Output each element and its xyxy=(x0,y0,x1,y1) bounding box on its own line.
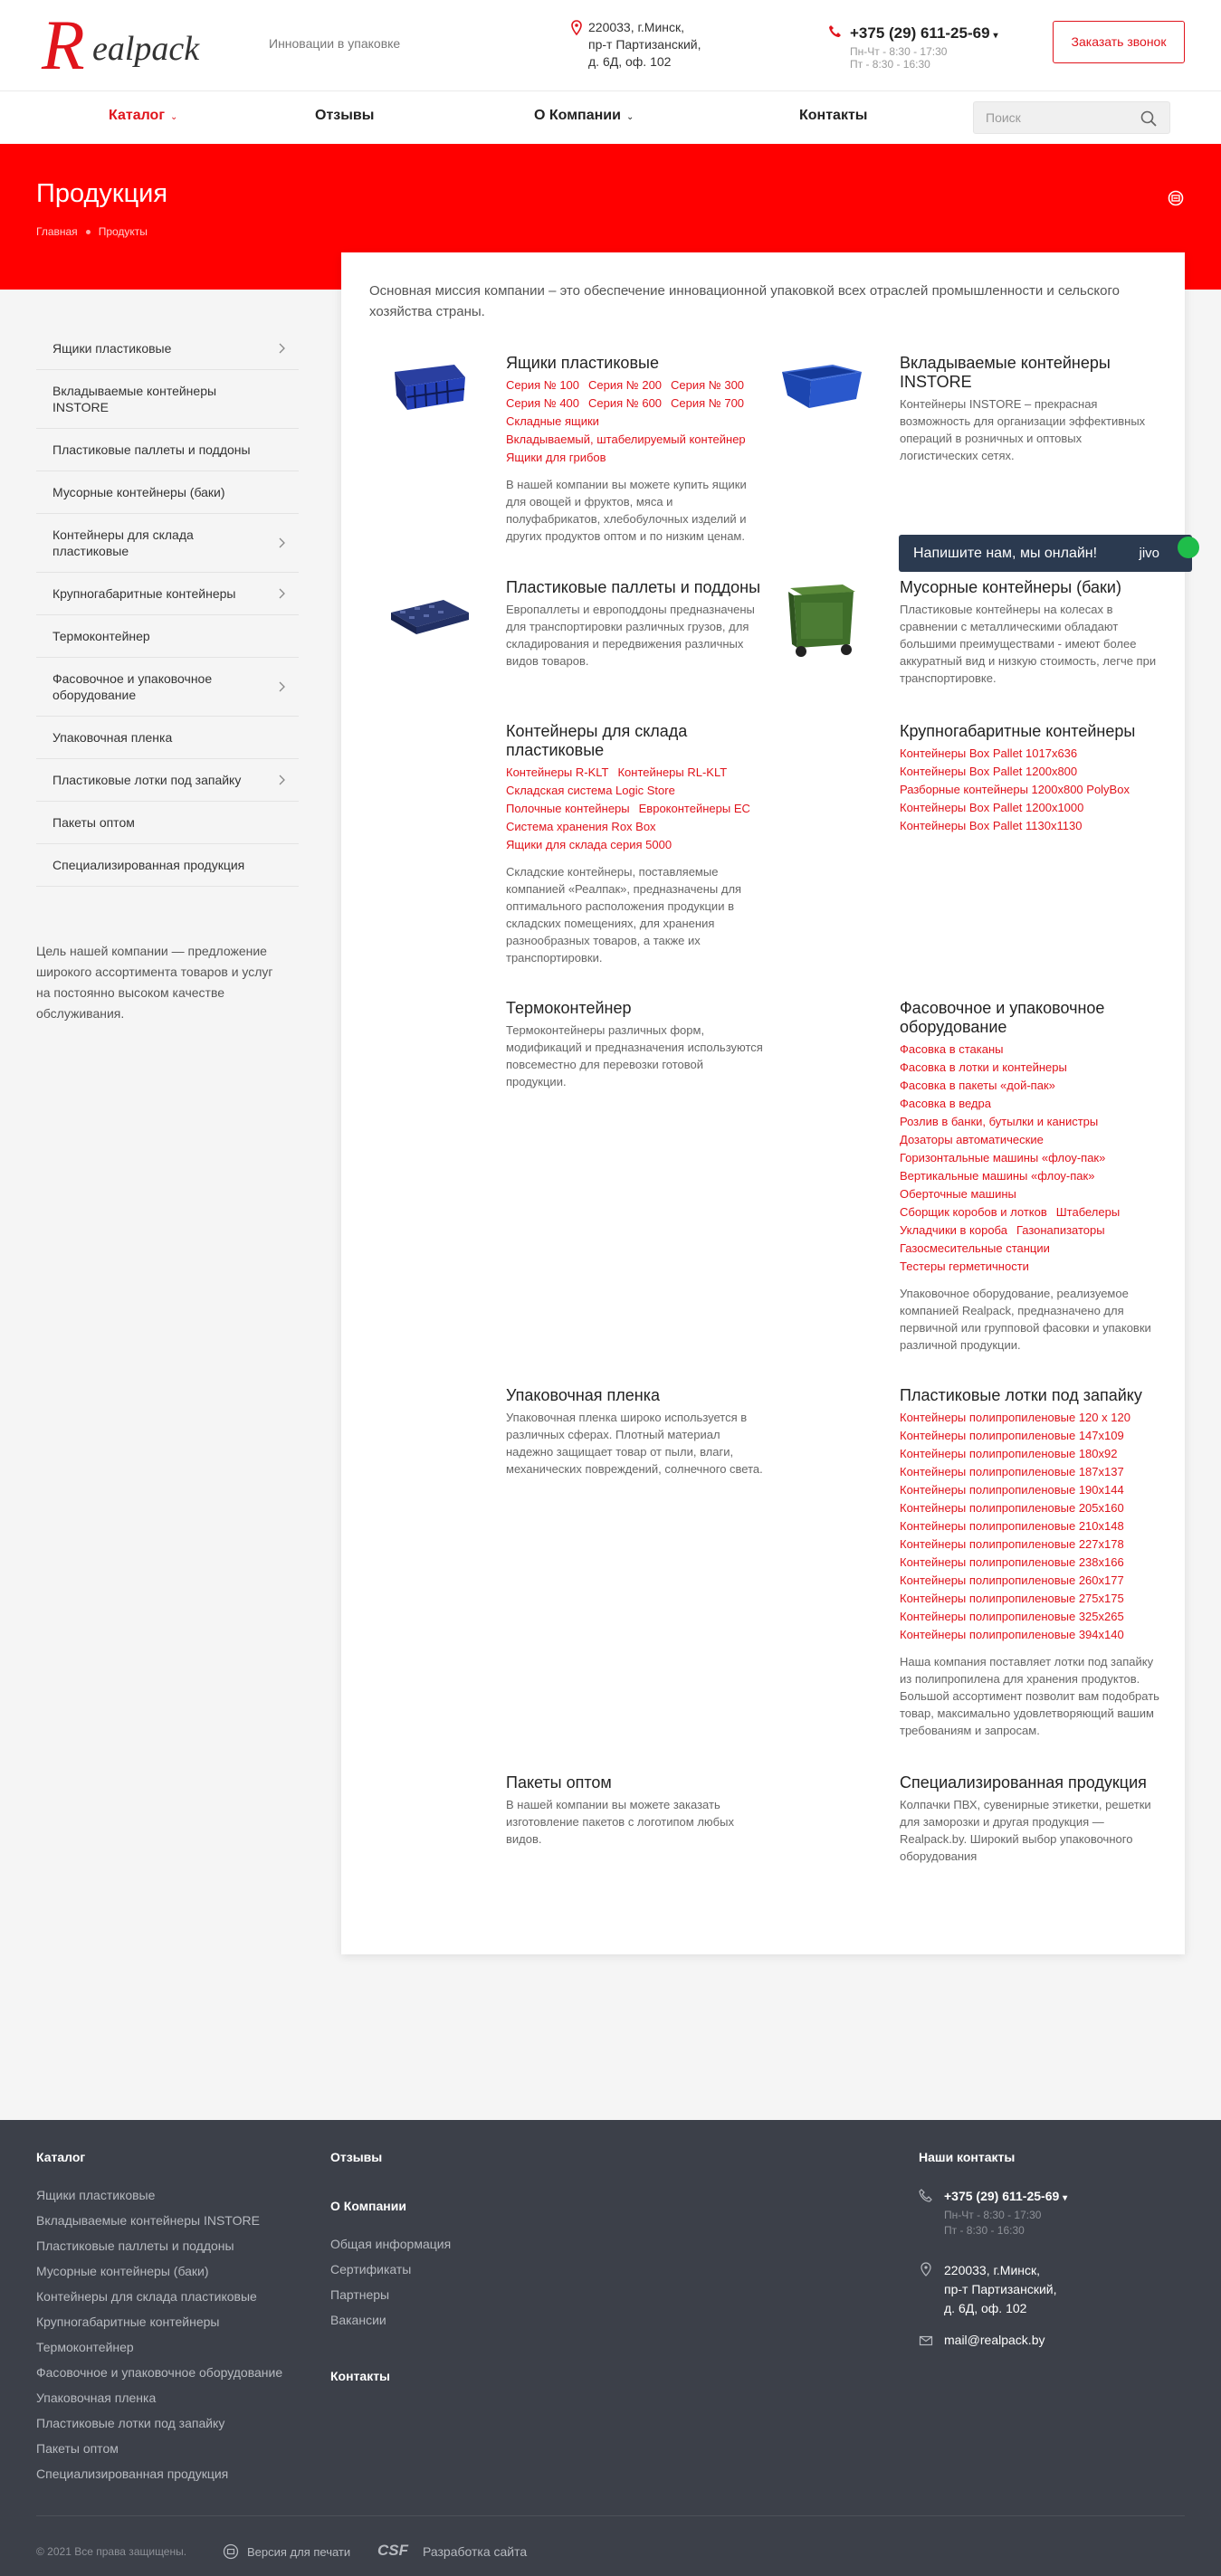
map-pin-icon xyxy=(919,2262,933,2277)
category-card xyxy=(506,1386,767,1478)
blue-tub-image[interactable] xyxy=(778,359,865,412)
phone-number: +375 (29) 611-25-69 xyxy=(850,24,990,42)
category-link[interactable]: Серия № 200 xyxy=(588,378,663,392)
category-description: Наша компания поставляет лотки под запайку из полипропилена для хранения продуктов. Большой ассортимент позволит вам подобрать товар, максимально удовлетворяющий вашим требованиям и запросам. xyxy=(900,1655,1159,1737)
footer-address xyxy=(944,2261,1056,2318)
category-title[interactable]: Вкладываемые контейнеры INSTORE xyxy=(900,354,1111,391)
sidebar-item-label: Упаковочная пленка xyxy=(52,730,173,745)
sidebar-item[interactable] xyxy=(36,717,299,759)
category-link[interactable]: Фасовка в лотки и контейнеры xyxy=(900,1060,1067,1074)
category-link[interactable]: Контейнеры Box Pallet 1130x1130 xyxy=(900,819,1083,832)
map-pin-icon xyxy=(570,20,583,36)
footer-company xyxy=(330,2150,451,2401)
mail-icon xyxy=(919,2334,933,2348)
sidebar-item[interactable] xyxy=(36,615,299,658)
callback-button[interactable]: Заказать звонок xyxy=(1053,21,1185,63)
category-link[interactable]: Вертикальные машины «флоу-пак» xyxy=(900,1169,1095,1183)
category-card xyxy=(900,354,1160,464)
category-link[interactable]: Фасовка в стаканы xyxy=(900,1042,1004,1056)
footer-catalog xyxy=(36,2150,282,2486)
category-title[interactable]: Контейнеры для склада пластиковые xyxy=(506,722,688,759)
sidebar-item-label: Ящики пластиковые xyxy=(52,341,172,356)
green-bin-image[interactable] xyxy=(785,581,859,659)
breadcrumb xyxy=(36,225,148,238)
copyright: © 2021 Все права защищены. xyxy=(36,2545,187,2558)
chevron-right-icon xyxy=(279,588,286,599)
category-links xyxy=(900,1409,1160,1644)
blue-crate-image[interactable] xyxy=(387,359,469,412)
category-link[interactable]: Контейнеры полипропиленовые 325x265 xyxy=(900,1610,1124,1623)
category-card xyxy=(506,999,767,1090)
footer-heading[interactable]: Отзывы xyxy=(330,2150,383,2164)
category-title[interactable]: Специализированная продукция xyxy=(900,1773,1147,1792)
category-links xyxy=(506,376,767,467)
developer-link[interactable]: Разработка сайта xyxy=(423,2544,528,2559)
hours-line: Пт - 8:30 - 16:30 xyxy=(944,2224,1025,2237)
footer-heading[interactable]: Каталог xyxy=(36,2150,86,2164)
sidebar-item[interactable] xyxy=(36,429,299,471)
chevron-right-icon xyxy=(279,681,286,692)
category-title[interactable]: Пластиковые паллеты и поддоны xyxy=(506,578,761,596)
sidebar-item-label: Пластиковые паллеты и поддоны xyxy=(52,442,251,457)
category-link[interactable]: Система хранения Rox Box xyxy=(506,820,656,833)
category-description: Пластиковые контейнеры на колесах в сравнении с металлическими обладают большими преимуществами - имеют более аккуратный вид и низкую стоимость, легче при транспортировке. xyxy=(900,603,1157,685)
category-link[interactable]: Оберточные машины xyxy=(900,1187,1016,1201)
footer-link[interactable]: Контейнеры для склада пластиковые xyxy=(36,2289,257,2304)
category-link[interactable]: Контейнеры RL-KLT xyxy=(617,765,728,779)
category-title[interactable]: Упаковочная пленка xyxy=(506,1386,661,1404)
catalog-panel xyxy=(341,252,1185,1954)
category-link[interactable]: Контейнеры полипропиленовые 260x177 xyxy=(900,1573,1124,1587)
site-logo[interactable] xyxy=(42,5,214,84)
sidebar-item[interactable] xyxy=(36,514,299,573)
phone-icon xyxy=(919,2189,933,2203)
category-link[interactable]: Горизонтальные машины «флоу-пак» xyxy=(900,1151,1106,1164)
category-link[interactable]: Складные ящики xyxy=(506,414,599,428)
nav-item-catalog[interactable] xyxy=(109,108,177,124)
hours-line: Пн-Чт - 8:30 - 17:30 xyxy=(944,2209,1042,2221)
print-icon xyxy=(223,2543,239,2560)
category-link[interactable]: Контейнеры полипропиленовые 120 x 120 xyxy=(900,1411,1130,1424)
category-link[interactable]: Контейнеры полипропиленовые 147x109 xyxy=(900,1429,1124,1442)
sidebar-item[interactable] xyxy=(36,844,299,887)
footer-link[interactable]: Упаковочная пленка xyxy=(36,2391,157,2405)
category-link[interactable]: Контейнеры полипропиленовые 190x144 xyxy=(900,1483,1124,1497)
sidebar-item-label: Вкладываемые контейнеры INSTORE xyxy=(52,384,217,414)
online-dot-icon xyxy=(1178,537,1199,558)
category-link[interactable]: Дозаторы автоматические xyxy=(900,1133,1044,1146)
footer-contacts xyxy=(919,2150,1015,2182)
category-links xyxy=(900,745,1160,835)
category-link[interactable]: Контейнеры полипропиленовые 180x92 xyxy=(900,1447,1118,1460)
category-link[interactable]: Серия № 600 xyxy=(588,396,663,410)
chat-label: Напишите нам, мы онлайн! xyxy=(913,546,1098,561)
category-description: Контейнеры INSTORE – прекрасная возможность для организации эффективных операций в розничных и оптовых логистических сетях. xyxy=(900,397,1146,462)
category-link[interactable]: Полочные контейнеры xyxy=(506,802,630,815)
site-header xyxy=(0,0,1221,91)
hours-line: Пн-Чт - 8:30 - 17:30 xyxy=(850,45,948,58)
address-line: д. 6Д, оф. 102 xyxy=(588,54,672,69)
category-link[interactable]: Фасовка в пакеты «дой-пак» xyxy=(900,1079,1055,1092)
category-link[interactable]: Разборные контейнеры 1200x800 PolyBox xyxy=(900,783,1130,796)
footer-link[interactable]: Сертификаты xyxy=(330,2262,412,2277)
category-link[interactable]: Газонапизаторы xyxy=(1016,1223,1105,1237)
category-card xyxy=(900,1386,1160,1739)
chevron-right-icon xyxy=(279,775,286,785)
category-card xyxy=(900,578,1160,687)
footer-link[interactable]: Партнеры xyxy=(330,2287,390,2302)
slogan: Инновации в упаковке xyxy=(269,36,401,51)
category-link[interactable]: Контейнеры полипропиленовые 275x175 xyxy=(900,1592,1124,1605)
category-title[interactable]: Ящики пластиковые xyxy=(506,354,659,372)
category-card xyxy=(900,722,1160,835)
category-card xyxy=(506,722,767,966)
nav-label: О Компании xyxy=(534,108,621,123)
print-icon[interactable] xyxy=(1167,189,1185,207)
sidebar-item[interactable] xyxy=(36,802,299,844)
category-card xyxy=(506,354,767,545)
footer-email[interactable]: mail@realpack.by xyxy=(944,2333,1045,2347)
nav-label: Каталог xyxy=(109,108,165,123)
category-description: Термоконтейнеры различных форм, модификаций и предназначения используются повсеместно для перевозки готовой продукции. xyxy=(506,1023,763,1088)
breadcrumb-separator xyxy=(86,230,91,234)
sidebar-item[interactable] xyxy=(36,658,299,717)
address-line: 220033, г.Минск, xyxy=(588,20,685,34)
category-link[interactable]: Контейнеры полипропиленовые 394x140 xyxy=(900,1628,1124,1641)
address-line: пр-т Партизанский, xyxy=(588,37,701,52)
category-title[interactable]: Пластиковые лотки под запайку xyxy=(900,1386,1142,1404)
sidebar-item-label: Специализированная продукция xyxy=(52,858,245,872)
category-description: Колпачки ПВХ, сувенирные этикетки, решетки для заморозки и другая продукция — Realpack.by. Широкий выбор упаковочного оборудования xyxy=(900,1798,1151,1863)
search-input[interactable] xyxy=(974,102,1128,133)
sidebar-item[interactable] xyxy=(36,573,299,615)
category-link[interactable]: Складская система Logic Store xyxy=(506,784,675,797)
sidebar-item[interactable] xyxy=(36,471,299,514)
pallet-image[interactable] xyxy=(387,594,471,640)
category-links xyxy=(900,1041,1160,1276)
footer-heading[interactable]: Контакты xyxy=(330,2369,391,2383)
chevron-right-icon xyxy=(279,343,286,354)
footer-link[interactable]: Вкладываемые контейнеры INSTORE xyxy=(36,2213,260,2228)
chevron-down-icon: ⌄ xyxy=(169,112,178,122)
phone-icon xyxy=(828,24,843,39)
footer-link[interactable]: Пакеты оптом xyxy=(36,2441,119,2456)
category-description: В нашей компании вы можете купить ящики для овощей и фруктов, мяса и полуфабрикатов, хлебобулочных изделий и других продуктов оптом и по низким ценам. xyxy=(506,478,747,543)
nav-item-contacts[interactable] xyxy=(799,108,867,124)
category-link[interactable]: Фасовка в ведра xyxy=(900,1097,991,1110)
work-hours xyxy=(850,45,947,71)
category-title[interactable]: Термоконтейнер xyxy=(506,999,632,1017)
nav-label: Контакты xyxy=(799,108,868,123)
phone-dropdown-icon[interactable]: ▾ xyxy=(993,31,998,41)
footer-link[interactable]: Общая информация xyxy=(330,2237,452,2251)
footer-phone-number: +375 (29) 611-25-69 xyxy=(944,2189,1060,2203)
category-link[interactable]: Тестеры герметичности xyxy=(900,1259,1029,1273)
hours-line: Пт - 8:30 - 16:30 xyxy=(850,58,930,71)
chat-widget[interactable] xyxy=(899,535,1192,572)
category-description: Европаллеты и европоддоны предназначены для транспортировки различных грузов, для складирования и передвижения различных видов товаров. xyxy=(506,603,755,668)
category-title[interactable]: Крупногабаритные контейнеры xyxy=(900,722,1136,740)
footer-link[interactable]: Мусорные контейнеры (баки) xyxy=(36,2264,209,2278)
address-line: пр-т Партизанский, xyxy=(944,2282,1057,2296)
page-title: Продукция xyxy=(36,179,168,208)
phone-dropdown-icon[interactable]: ▾ xyxy=(1063,2193,1068,2203)
nav-item-about[interactable] xyxy=(534,108,634,124)
address-line: д. 6Д, оф. 102 xyxy=(944,2301,1027,2315)
category-link[interactable]: Контейнеры Box Pallet 1017x636 xyxy=(900,746,1078,760)
category-title[interactable]: Фасовочное и упаковочное оборудование xyxy=(900,999,1105,1036)
sidebar-item-label: Фасовочное и упаковочное оборудование xyxy=(52,671,213,702)
category-description: Складские контейнеры, поставляемые компанией «Реалпак», предназначены для оптимального расположения продукции в складских помещениях, для хранения разнообразных товаров, а также их транспортировки. xyxy=(506,865,742,965)
sidebar-item[interactable] xyxy=(36,759,299,802)
category-card xyxy=(900,1773,1160,1865)
category-card xyxy=(900,999,1160,1354)
sidebar-item[interactable] xyxy=(36,370,299,429)
search-box xyxy=(973,101,1170,134)
print-version-link[interactable] xyxy=(247,2545,350,2559)
category-title[interactable]: Мусорные контейнеры (баки) xyxy=(900,578,1121,596)
category-link[interactable]: Серия № 400 xyxy=(506,396,580,410)
category-link[interactable]: Серия № 300 xyxy=(671,378,745,392)
site-footer xyxy=(0,2120,1221,2576)
sidebar xyxy=(36,328,299,887)
category-link[interactable]: Ящики для склада серия 5000 xyxy=(506,838,673,851)
category-links xyxy=(506,764,767,854)
footer-link[interactable]: Термоконтейнер xyxy=(36,2340,134,2354)
intro-text: Основная миссия компании – это обеспечение инновационной упаковкой всех отраслей промышленности и сельского хозяйства страны. xyxy=(369,283,1120,319)
footer-divider xyxy=(36,2515,1185,2516)
category-link[interactable]: Контейнеры R-KLT xyxy=(506,765,609,779)
sidebar-item-label: Крупногабаритные контейнеры xyxy=(52,586,236,601)
footer-link[interactable]: Пластиковые паллеты и поддоны xyxy=(36,2239,234,2253)
category-description: В нашей компании вы можете заказать изготовление пакетов с логотипом любых видов. xyxy=(506,1798,734,1846)
sidebar-item-label: Термоконтейнер xyxy=(52,629,150,643)
footer-link[interactable]: Пластиковые лотки под запайку xyxy=(36,2416,225,2430)
category-description: Упаковочное оборудование, реализуемое компанией Realpack, предназначено для первичной или групповой фасовки и упаковки различной продукции. xyxy=(900,1287,1151,1352)
sidebar-item[interactable] xyxy=(36,328,299,370)
nav-item-reviews[interactable] xyxy=(315,108,374,124)
chat-brand: jivo xyxy=(1139,546,1159,561)
footer-phone[interactable] xyxy=(944,2189,1067,2203)
search-icon[interactable] xyxy=(1140,110,1157,127)
chevron-down-icon: ⌄ xyxy=(625,112,634,122)
footer-heading: Наши контакты xyxy=(919,2150,1016,2164)
footer-hours xyxy=(944,2208,1041,2239)
category-link[interactable]: Штабелеры xyxy=(1055,1205,1121,1219)
category-link[interactable]: Контейнеры Box Pallet 1200x1000 xyxy=(900,801,1084,814)
sidebar-item-label: Мусорные контейнеры (баки) xyxy=(52,485,225,499)
category-link[interactable]: Контейнеры полипропиленовые 210x148 xyxy=(900,1519,1124,1533)
category-link[interactable]: Контейнеры полипропиленовые 187x137 xyxy=(900,1465,1124,1478)
category-link[interactable]: Евроконтейнеры EC xyxy=(638,802,750,815)
footer-link[interactable]: Крупногабаритные контейнеры xyxy=(36,2315,220,2329)
main-nav xyxy=(0,91,1221,144)
address-line: 220033, г.Минск, xyxy=(944,2263,1041,2277)
logo-mark: R xyxy=(42,5,85,84)
category-title[interactable]: Пакеты оптом xyxy=(506,1773,612,1792)
category-link[interactable]: Сборщик коробов и лотков xyxy=(900,1205,1047,1219)
breadcrumb-current: Продукты xyxy=(98,225,148,238)
breadcrumb-home[interactable]: Главная xyxy=(36,225,78,238)
footer-link[interactable]: Специализированная продукция xyxy=(36,2467,229,2481)
category-link[interactable]: Контейнеры полипропиленовые 227x178 xyxy=(900,1537,1124,1551)
category-card xyxy=(506,1773,767,1848)
category-link[interactable]: Укладчики в короба xyxy=(900,1223,1007,1237)
logo-text: ealpack xyxy=(92,30,200,68)
nav-label: Отзывы xyxy=(315,108,375,123)
sidebar-note: Цель нашей компании — предложение широкого ассортимента товаров и услуг на постоянно высоком качестве обслуживания. xyxy=(36,944,273,1021)
print-version-label: Версия для печати xyxy=(247,2545,351,2559)
category-link[interactable]: Серия № 100 xyxy=(506,378,580,392)
category-link[interactable]: Контейнеры полипропиленовые 238x166 xyxy=(900,1555,1124,1569)
developer-logo[interactable]: CSF xyxy=(377,2542,408,2559)
category-link[interactable]: Контейнеры полипропиленовые 205x160 xyxy=(900,1501,1124,1515)
category-link[interactable]: Серия № 700 xyxy=(671,396,745,410)
category-link[interactable]: Розлив в банки, бутылки и канистры xyxy=(900,1115,1099,1128)
footer-link[interactable]: Вакансии xyxy=(330,2313,386,2327)
category-link[interactable]: Вкладываемый, штабелируемый контейнер xyxy=(506,433,746,446)
category-description: Упаковочная пленка широко используется в различных сферах. Плотный материал надежно защищает товар от пыли, влаги, механических повреждений, солнечного света. xyxy=(506,1411,763,1476)
footer-link[interactable]: Фасовочное и упаковочное оборудование xyxy=(36,2365,283,2380)
category-link[interactable]: Контейнеры Box Pallet 1200x800 xyxy=(900,765,1078,778)
category-link[interactable]: Газосмесительные станции xyxy=(900,1241,1050,1255)
header-address xyxy=(588,19,701,71)
sidebar-item-label: Пластиковые лотки под запайку xyxy=(52,773,242,787)
category-link[interactable]: Ящики для грибов xyxy=(506,451,606,464)
chevron-right-icon xyxy=(279,537,286,548)
footer-link[interactable]: Ящики пластиковые xyxy=(36,2188,156,2202)
footer-heading[interactable]: О Компании xyxy=(330,2199,406,2213)
sidebar-item-label: Пакеты оптом xyxy=(52,815,135,830)
category-card xyxy=(506,578,767,670)
sidebar-item-label: Контейнеры для склада пластиковые xyxy=(52,528,194,558)
header-phone[interactable] xyxy=(850,24,998,43)
